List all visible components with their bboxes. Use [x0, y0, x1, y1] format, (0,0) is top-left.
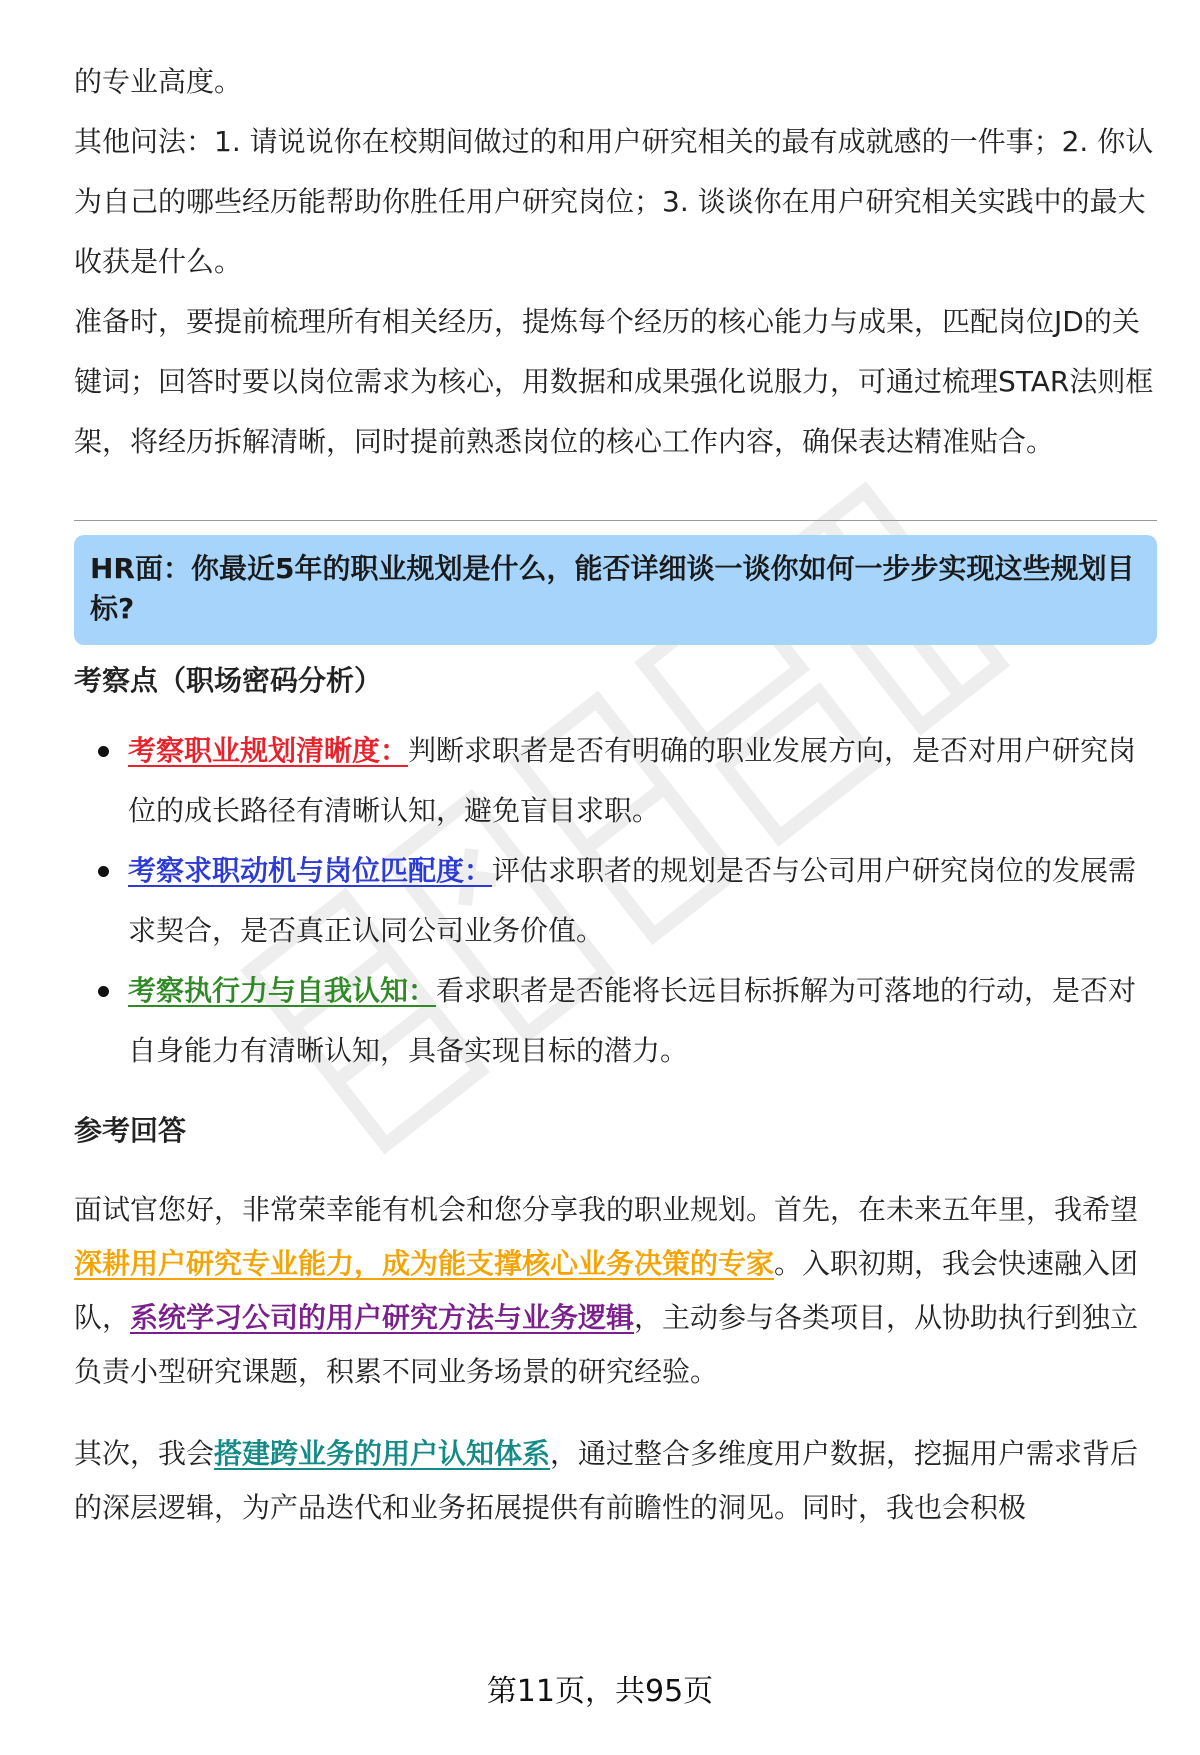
page-number: 第11页，共95页 — [486, 1674, 714, 1709]
assessment-point-text: 看求职者是否能将长远目标拆解为可落地的行动，是否对自身能力有清晰认知，具备实现目标的潜力。 — [128, 974, 1137, 1067]
intro-line: 的专业高度。 — [74, 65, 243, 98]
question-text: HR面：你最近5年的职业规划是什么，能否详细谈一谈你如何一步步实现这些规划目标? — [90, 552, 1135, 625]
list-item — [74, 961, 1157, 1081]
assessment-point-text: 评估求职者的规划是否与公司用户研究岗位的发展需求契合，是否真正认同公司业务价值。 — [128, 854, 1137, 947]
list-item — [74, 721, 1157, 841]
highlight-phrase: 深耕用户研究专业能力，成为能支撑核心业务决策的专家 — [74, 1247, 775, 1280]
assessment-point-label: 考察职业规划清晰度： — [128, 734, 409, 767]
section-divider — [74, 520, 1157, 521]
assessment-point-label: 考察执行力与自我认知： — [128, 974, 437, 1007]
answer-text: ，主动参与各类项目，从协助执行到独立负责小型研究课题，积累不同业务场景的研究经验。 — [74, 1301, 1139, 1388]
assessment-point-label: 考察求职动机与岗位匹配度： — [128, 854, 493, 887]
assessment-list — [74, 721, 1157, 1081]
other-questions-paragraph: 其他问法：1. 请说说你在校期间做过的和用户研究相关的最有成就感的一件事；2. 你认为自己的哪些经历能帮助你胜任用户研究岗位；3. 谈谈你在用户研究相关实践中的最大收获是什么。 — [74, 125, 1154, 278]
answer-paragraph-1 — [74, 1183, 1157, 1399]
bullet-dot-icon — [98, 986, 109, 997]
question-box — [74, 535, 1157, 645]
answer-text: ，通过整合多维度用户数据，挖掘用户需求背后的深层逻辑，为产品迭代和业务拓展提供有前瞻性的洞见。同时，我也会积极 — [74, 1437, 1139, 1524]
assessment-heading: 考察点（职场密码分析） — [74, 664, 383, 697]
highlight-phrase: 搭建跨业务的用户认知体系 — [214, 1437, 551, 1470]
bullet-dot-icon — [98, 746, 109, 757]
reference-heading: 参考回答 — [74, 1114, 187, 1147]
bullet-dot-icon — [98, 866, 109, 877]
answer-paragraph-2 — [74, 1427, 1157, 1535]
highlight-phrase: 系统学习公司的用户研究方法与业务逻辑 — [130, 1301, 635, 1334]
list-item — [74, 841, 1157, 961]
assessment-point-text: 判断求职者是否有明确的职业发展方向，是否对用户研究岗位的成长路径有清晰认知，避免盲目求职。 — [128, 734, 1137, 827]
document-page — [74, 52, 1157, 1535]
answer-text: 。入职初期，我会快速融入团队， — [74, 1247, 1139, 1334]
preparation-paragraph: 准备时，要提前梳理所有相关经历，提炼每个经历的核心能力与成果，匹配岗位JD的关键词；回答时要以岗位需求为核心，用数据和成果强化说服力，可通过梳理STAR法则框架，将经历拆解清晰，同时提前熟悉岗位的核心工作内容，确保表达精准贴合。 — [74, 305, 1154, 458]
answer-text: 面试官您好，非常荣幸能有机会和您分享我的职业规划。首先，在未来五年里，我希望 — [74, 1193, 1139, 1226]
answer-text: 其次，我会 — [74, 1437, 215, 1470]
